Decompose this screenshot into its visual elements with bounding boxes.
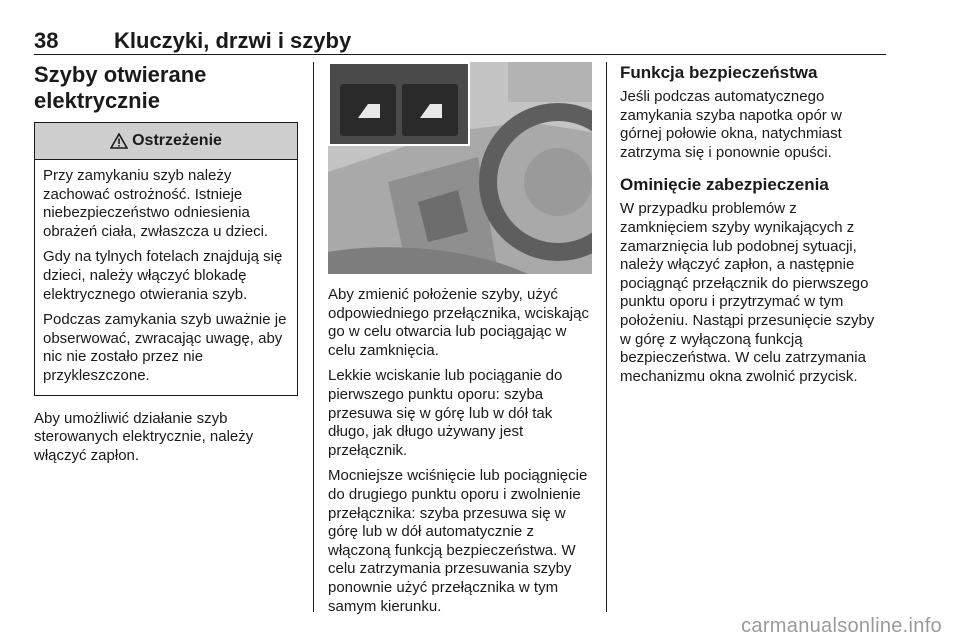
page-number: 38 <box>34 28 59 53</box>
override-heading: Ominięcie zabezpieczenia <box>620 175 829 195</box>
section-title-line2: elektrycznie <box>34 88 160 113</box>
chapter-title: Kluczyki, drzwi i szyby <box>114 28 352 53</box>
override-text: W przypadku problemów z zamknięciem szyby wynikających z zamarznięcia lub podobnej sytuacji, należy włączyć zapłon, a następnie pociągnąć przełącznik do pierwszego punktu oporu i przytrzymać w tym położeniu. Nastąpi przesunięcie szyby w górę z wyłączoną funkcją bezpieczeństwa. W celu zatrzymania mechanizmu okna zwolnić przycisk. <box>620 200 875 385</box>
switch-closeup-inset <box>328 62 470 146</box>
column-middle <box>328 62 592 623</box>
safety-heading: Funkcja bezpieczeństwa <box>620 63 818 82</box>
warning-box <box>34 122 298 396</box>
column-left <box>34 62 298 472</box>
safety-text: Jeśli podczas automatycznego zamykania szyba napotka opór w górnej połowie okna, natychmiast zatrzyma się i ponownie opuści. <box>620 88 842 161</box>
window-switch-icon <box>340 84 396 136</box>
page-header <box>34 28 886 55</box>
warning-heading: Ostrzeżenie <box>132 132 222 149</box>
column-divider <box>313 62 314 612</box>
switch-paragraph: Lekkie wciskanie lub pociąganie do pierwszego punktu oporu: szyba przesuwa się w górę lub w dół tak długo, jak długo używany jest przełącznik. <box>328 367 563 459</box>
warning-paragraph: Przy zamykaniu szyb należy zachować ostrożność. Istnieje niebezpieczeństwo odniesienia obrażeń ciała, zwłaszcza u dzieci. <box>43 167 269 240</box>
warning-body <box>35 160 297 395</box>
watermark: carmanualsonline.info <box>741 615 942 637</box>
warning-paragraph: Podczas zamykania szyb uważnie je obserwować, zwracając uwagę, aby nic nie zostało przez nie przykleszczone. <box>43 311 287 384</box>
warning-paragraph: Gdy na tylnych fotelach znajdują się dzieci, należy włączyć blokadę elektrycznego otwierania szyb. <box>43 248 283 303</box>
window-switch-icon <box>402 84 458 136</box>
ignition-note: Aby umożliwić działanie szyb sterowanych elektrycznie, należy włączyć zapłon. <box>34 409 254 464</box>
warning-header <box>35 123 297 160</box>
warning-triangle-icon <box>110 133 128 149</box>
switch-paragraph: Mocniejsze wciśnięcie lub pociągnięcie do drugiego punktu oporu i zwolnienie przełącznika: szyba przesuwa się w górę lub w dół automatycznie z włączoną funkcją bezpieczeństwa. W celu zatrzymania przesuwania szyby ponownie użyć przełącznika w tym samym kierunku. <box>328 467 588 615</box>
switch-paragraph: Aby zmienić położenie szyby, użyć odpowiedniego przełącznika, wciskając go w celu otwarcia lub pociągając w celu zamknięcia. <box>328 286 589 359</box>
column-divider <box>606 62 607 612</box>
door-switch-photo <box>328 62 592 274</box>
section-title-line1: Szyby otwierane <box>34 62 207 87</box>
section-title <box>34 62 298 114</box>
column-right <box>620 62 886 393</box>
